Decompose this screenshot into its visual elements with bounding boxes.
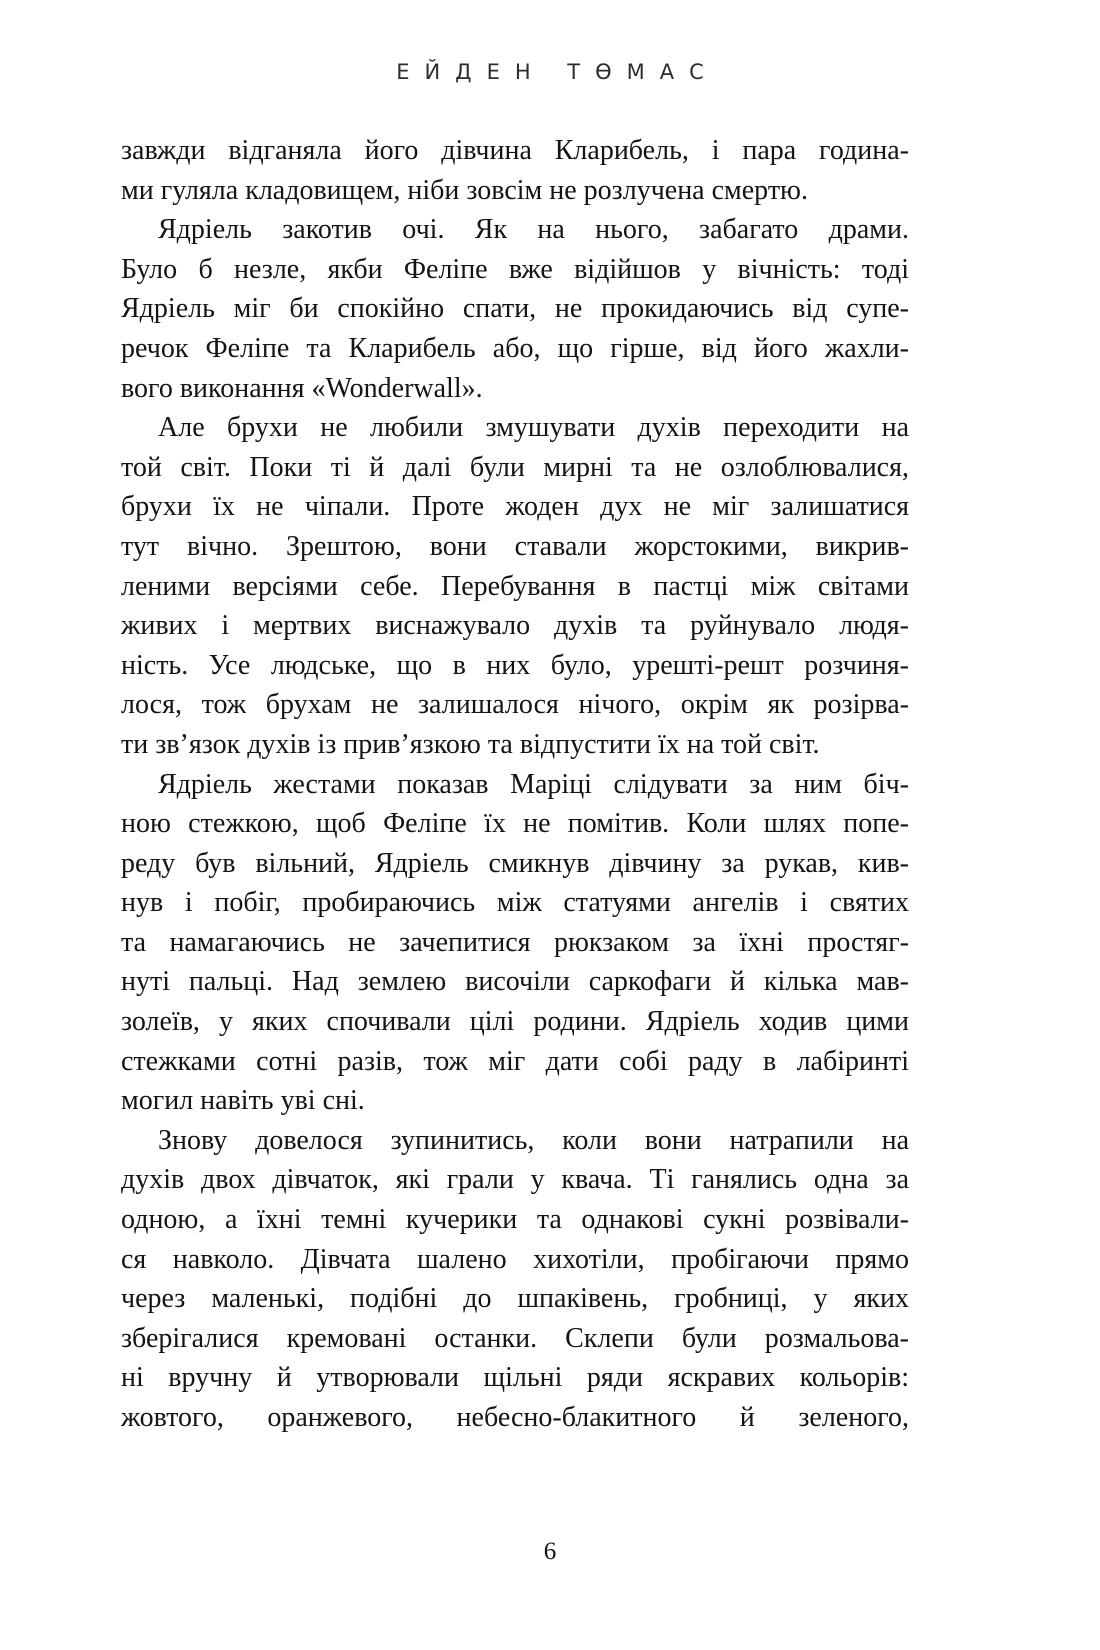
- text-line: тут вічно. Зрештою, вони ставали жорстокими, викрив-: [121, 530, 909, 562]
- text-line: нуті пальці. Над землею височіли саркофаги й кілька мав-: [121, 966, 909, 998]
- page-number: 6: [543, 1538, 557, 1565]
- text-line: стежками сотні разів, тож міг дати собі раду в лабіринті: [121, 1045, 909, 1077]
- text-line: вого виконання «Wonderwall».: [121, 372, 483, 404]
- text-line: Але брухи не любили змушувати духів переходити на: [158, 412, 909, 444]
- text-line: через маленькі, подібні до шпаківень, гробниці, у яких: [121, 1283, 909, 1315]
- text-line: та намагаючись не зачепитися рюкзаком за їхні простяг-: [121, 926, 909, 958]
- text-line: ною стежкою, щоб Феліпе їх не помітив. Коли шлях попе-: [121, 808, 909, 840]
- text-line: той світ. Поки ті й далі були мирні та не озлоблювалися,: [121, 451, 909, 483]
- text-line: духів двох дівчаток, які грали у квача. Ті ганялись одна за: [121, 1164, 909, 1196]
- text-line: лося, тож брухам не залишалося нічого, окрім як розірва-: [121, 689, 909, 721]
- text-line: брухи їх не чіпали. Проте жоден дух не міг залишатися: [121, 491, 909, 523]
- text-line: ся навколо. Дівчата шалено хихотіли, пробігаючи прямо: [121, 1243, 909, 1275]
- text-line: леними версіями себе. Перебування в пастці між світами: [121, 570, 909, 602]
- text-line: Ядріель жестами показав Маріці слідувати за ним біч-: [158, 768, 909, 800]
- text-line: одною, а їхні темні кучерики та однакові сукні розвівали-: [121, 1204, 909, 1236]
- text-line: жовтого, оранжевого, небесно-блакитного й зеленого,: [121, 1402, 909, 1433]
- text-line: живих і мертвих виснажувало духів та руйнувало людя-: [121, 610, 909, 642]
- body-text: [121, 131, 909, 1438]
- text-line: нув і побіг, пробираючись між статуями ангелів і святих: [121, 887, 909, 919]
- text-line: золеїв, у яких спочивали цілі родини. Ядріель ходив цими: [121, 1006, 909, 1038]
- text-line: могил навіть уві сні.: [121, 1085, 365, 1117]
- running-header-author: ЕЙДЕН ТѲМАС: [396, 60, 719, 84]
- text-line: ти зв’язок духів із прив’язкою та відпустити їх на той світ.: [121, 728, 820, 760]
- text-line: ми гуляла кладовищем, ніби зовсім не розлучена смертю.: [121, 174, 808, 206]
- text-line: ні вручну й утворювали щільні ряди яскравих кольорів:: [121, 1362, 909, 1394]
- text-line: Ядріель міг би спокійно спати, не прокидаючись від супе-: [121, 293, 909, 325]
- text-line: Було б незле, якби Феліпе вже відійшов у вічність: тоді: [121, 253, 909, 285]
- text-line: зберігалися кремовані останки. Склепи були розмальова-: [121, 1322, 909, 1354]
- text-line: реду був вільний, Ядріель смикнув дівчину за рукав, кив-: [121, 847, 909, 879]
- text-line: завжди відганяла його дівчина Кларибель, і пара година-: [121, 135, 909, 166]
- text-line: Ядріель закотив очі. Як на нього, забагато драми.: [158, 214, 909, 246]
- text-line: речок Феліпе та Кларибель або, що гірше, від його жахли-: [121, 332, 909, 364]
- text-line: Знову довелося зупинитись, коли вони натрапили на: [158, 1124, 909, 1156]
- text-line: ність. Усе людське, що в них було, урешті-решт розчиня-: [121, 649, 909, 681]
